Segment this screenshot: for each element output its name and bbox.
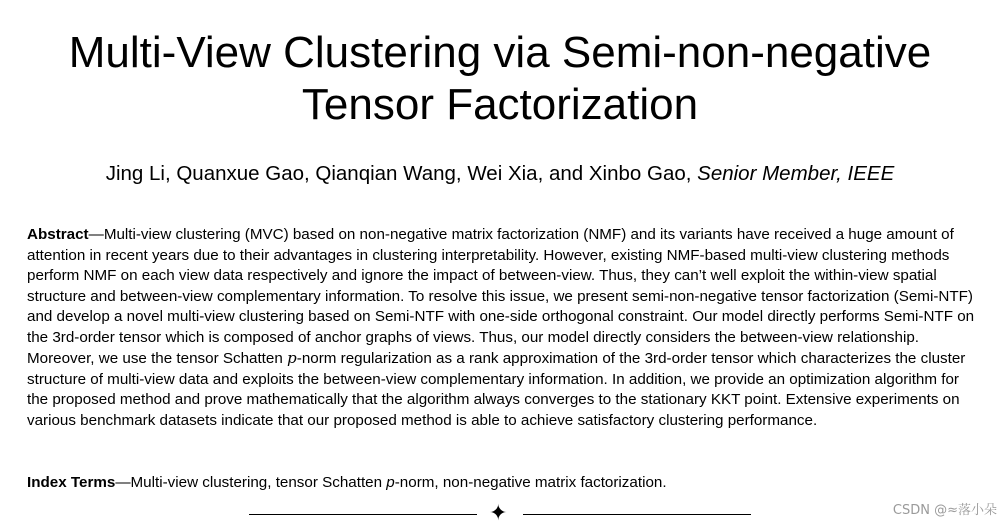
index-terms-p-symbol: p bbox=[386, 474, 395, 491]
separator-rule-left bbox=[249, 514, 477, 515]
abstract bbox=[27, 225, 982, 431]
paper-title-line-1: Multi-View Clustering via Semi-non-negative bbox=[68, 28, 932, 77]
csdn-watermark: CSDN @≈落小朵 bbox=[893, 499, 997, 518]
paper-title-line-2: Tensor Factorization bbox=[301, 80, 699, 129]
paper-title bbox=[0, 27, 1000, 131]
abstract-label: Abstract bbox=[27, 226, 89, 243]
separator-rule-right bbox=[523, 514, 751, 515]
abstract-dash: — bbox=[88, 226, 104, 243]
abstract-text-part-1: Multi-view clustering (MVC) based on non-negative matrix factorization (NMF) and its variants have received a huge amount of attention in recent years due to their advantages in clustering interpretability. However, existing NMF-based multi-view clustering methods perform NMF on each view data respectively and ignore the impact of between-view. Thus, they can’t well exploit the within-view spatial structure and between-view complementary information. To resolve this issue, we present semi-non-negative tensor factorization (Semi-NTF) and develop a novel multi-view clustering based on Semi-NTF with one-side orthogonal constraint. Our model directly performs Semi-NTF on the 3rd-order tensor which is composed of anchor graphs of views. Thus, our model directly considers the between-view relationship. Moreover, we use the tensor Schatten bbox=[27, 226, 975, 367]
author-membership: Senior Member, IEEE bbox=[697, 162, 895, 185]
index-terms bbox=[27, 473, 982, 494]
abstract-p-symbol: p bbox=[287, 349, 297, 367]
author-names: Jing Li, Quanxue Gao, Qianqian Wang, Wei Xia, and Xinbo Gao, bbox=[105, 162, 692, 185]
index-terms-dash: — bbox=[115, 474, 131, 491]
index-terms-label: Index Terms bbox=[27, 474, 116, 491]
index-terms-text-part-1: Multi-view clustering, tensor Schatten bbox=[130, 474, 387, 491]
abstract-text-part-2: -norm regularization as a rank approximation of the 3rd-order tensor which characterizes the cluster structure of multi-view data and exploits the between-view complementary information. In addition, we provide an optimization algorithm for the proposed method and prove mathematically that the algorithm always converges to the stationary KKT point. Extensive experiments on various benchmark datasets indicate that our proposed method is able to achieve satisfactory clustering performance. bbox=[27, 350, 966, 429]
author-list bbox=[0, 160, 1000, 188]
separator-star-icon: ✦ bbox=[489, 501, 508, 526]
index-terms-text-part-2: -norm, non-negative matrix factorization. bbox=[394, 474, 667, 491]
